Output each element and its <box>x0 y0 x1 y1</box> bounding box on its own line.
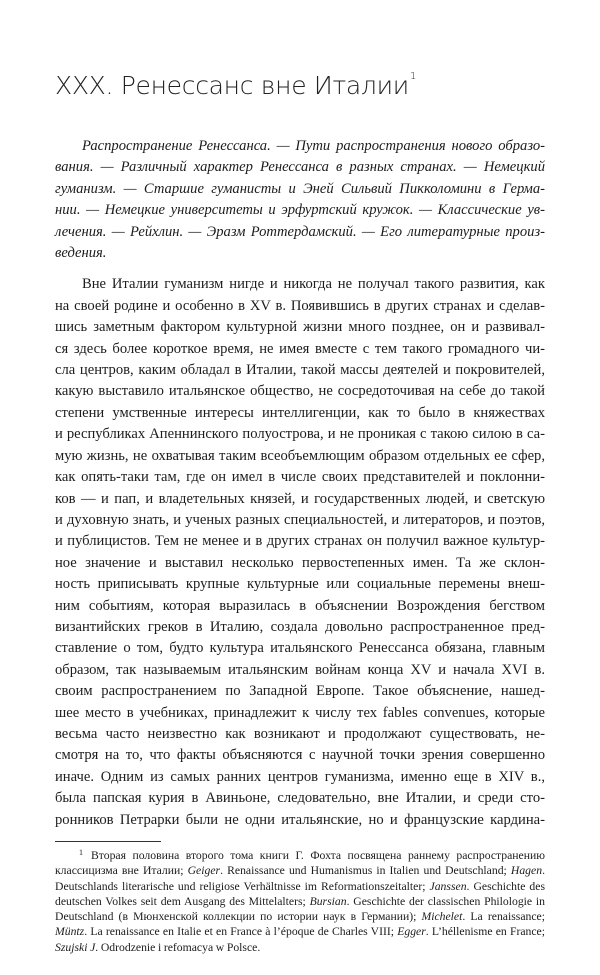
text-line: Вне Италии гуманизм нигде и никогда не получал такого развития, как <box>82 276 545 293</box>
author-name: Janssen <box>429 879 467 893</box>
footnote-text: . <box>542 864 545 878</box>
footnote-text: deutschen Volkes seit dem Ausgang des Mittelalters; <box>55 894 310 908</box>
text-line: сла центров, каким обладал в Италии, такой массы деятелей и покровителей, <box>55 362 545 379</box>
footnote-line <box>55 924 545 939</box>
footnote-text: классицизма вне Италии; <box>55 864 188 878</box>
footnote-text: . L’héllenisme en France; <box>425 925 545 939</box>
footnote-text: . La renaissance en Italie et en France à l’époque de Charles VIII; <box>84 925 398 939</box>
text-line: какую выставило итальянское общество, не сосредоточивая на себе до такой <box>55 383 545 400</box>
footnote-line <box>55 940 545 955</box>
text-line: ронников Петрарки были не одни итальянские, но и французские кардина- <box>55 811 545 828</box>
text-line: ное значение и выставил несколько первостепенных имен. Та же склон- <box>55 554 545 571</box>
footnote-text: . Geschichte der classischen Philologie in <box>346 894 545 908</box>
text-line: ставление о том, будто культура итальянского Ренессанса обязана, главным <box>55 640 545 657</box>
footnote-text: Вторая половина второго тома книги Г. Фохта посвящена раннему распространению <box>91 849 545 862</box>
chapter-title-text: XXX. Ренессанс вне Италии <box>55 71 409 100</box>
body-text <box>55 274 545 831</box>
author-name: Egger <box>397 925 426 939</box>
author-name: Hagen <box>510 864 543 878</box>
text-line: иначе. Одним из самых ранних центров гуманизма, именно еще в XIV в., <box>55 768 545 785</box>
text-line: ведения. <box>55 245 107 262</box>
text-line: степени умственные интересы интеллигенции, как то было в княжествах <box>55 404 545 421</box>
text-line: и республиках Апеннинского полуострова, и не проникая с такою силою в са- <box>55 426 545 443</box>
chapter-abstract <box>55 136 545 264</box>
footnote-divider <box>55 841 161 842</box>
text-line: ность приписывать крупные культурные или социальные перемены внеш- <box>55 576 545 593</box>
text-line: нии. — Немецкие университеты и эрфуртский кружок. — Классические ув- <box>55 202 545 219</box>
text-line: гуманизм. — Старшие гуманисты и Эней Сильвий Пикколомини в Герма- <box>55 180 545 197</box>
text-line: и публицистов. Тем не менее и в других странах он получил важное культур- <box>55 533 545 550</box>
author-name: Michelet <box>421 910 463 924</box>
text-line: шее место в учебниках, принадлежит к числу тех fables convenues, которые <box>55 704 545 721</box>
text-line: на своей родине и особенно в XV в. Появившись в других странах и сделав- <box>55 297 545 314</box>
text-line: была папская курия в Авиньоне, следовательно, вне Италии, и среди сто- <box>55 790 545 807</box>
footnote-line <box>55 879 545 894</box>
text-line: весьма часто неизвестно как возникают и продолжают существовать, не- <box>55 725 545 742</box>
footnote-text: . Renaissance und Humanismus in Italien und Deutschland; <box>220 864 511 878</box>
footnote-line <box>55 894 545 909</box>
footnote-line <box>55 909 545 924</box>
author-name: Geiger <box>187 864 221 878</box>
footnote-mark: 1 <box>79 848 83 857</box>
text-line: ков — и пап, и владетельных князей, и государственных людей, и светскую <box>55 490 545 507</box>
footnote-text: Deutschland (в Мюнхенской коллекции по истории наук в Германии); <box>55 910 422 924</box>
text-line: и духовную знать, и ученых разных специальностей, и литераторов, и поэтов, <box>55 511 545 528</box>
text-line: лечения. — Рейхлин. — Эразм Роттердамский. — Его литературные произ- <box>55 223 545 240</box>
footnote-text: Deutschlands literarische und religiose Verhältnisse im Reformationszeitalter; <box>55 879 430 893</box>
text-line: ся здесь более короткое время, не имея вместе с тем такого громадного чи- <box>55 340 545 357</box>
text-line: ним событиям, которая выразилась в объяснении Возрождения бегством <box>55 597 545 614</box>
footnote-text: . Odrodzenie i refomacya w Polsce. <box>95 940 261 954</box>
text-line: образом, так называемым итальянским войнам конца XV и начала XVI в. <box>55 661 545 678</box>
footnote <box>55 848 545 955</box>
footnote-text: . La renaissance; <box>462 910 545 924</box>
footnote-line <box>55 848 545 863</box>
text-line: мую жизнь, не охватывая таким всеобъемлющим образом отдельных ее сфер, <box>55 447 545 464</box>
footnote-line <box>55 863 545 878</box>
text-line: смотря на то, что факты объясняются с научной точки зрения совершенно <box>55 747 545 764</box>
author-name: Szujski J <box>55 940 96 954</box>
text-line: своим распространением по Западной Европе. Такое объяснение, нашед- <box>55 683 545 700</box>
footnote-ref: 1 <box>409 71 417 82</box>
text-line: шись заметным фактором культурной жизни много позднее, он и развивал- <box>55 319 545 336</box>
chapter-title <box>55 70 545 102</box>
author-name: Bursian <box>309 894 347 908</box>
author-name: Müntz <box>55 925 85 939</box>
text-line: вания. — Различный характер Ренессанса в разных странах. — Немецкий <box>55 159 545 176</box>
text-line: как опять-таки там, где он имел в числе своих представителей и поклонни- <box>55 469 545 486</box>
footnote-text: . Geschichte des <box>466 879 546 893</box>
text-line: византийских греков в Италию, создала довольно распространенное пред- <box>55 618 545 635</box>
text-line: Распространение Ренессанса. — Пути распространения нового образо- <box>82 138 545 154</box>
